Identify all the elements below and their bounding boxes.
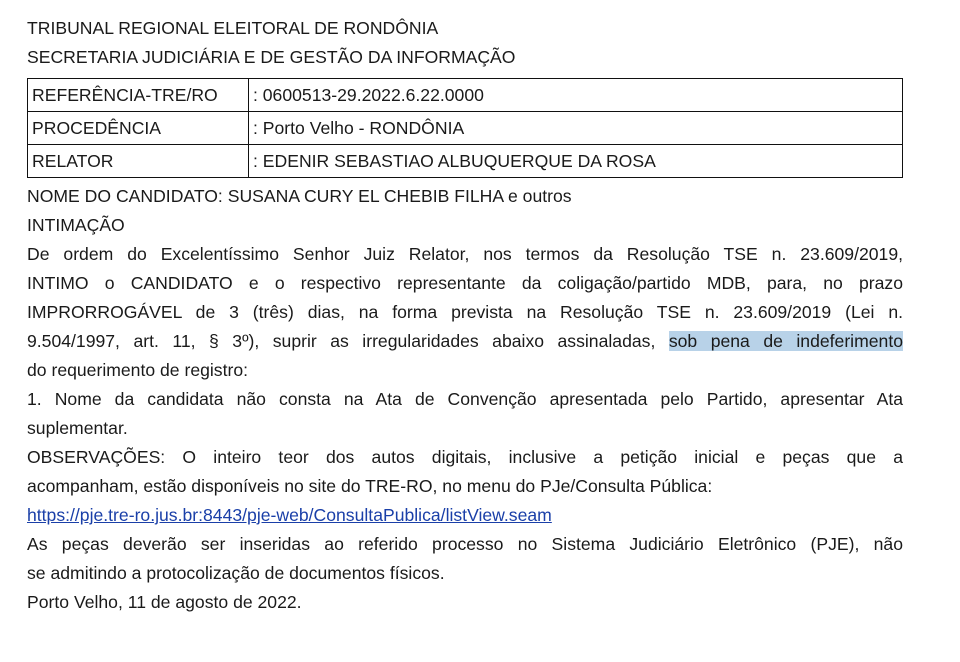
candidate-name-line: NOME DO CANDIDATO: SUSANA CURY EL CHEBIB FILHA e outros xyxy=(27,186,572,206)
paragraph-line: do requerimento de registro: xyxy=(27,360,249,380)
paragraph-line: IMPRORROGÁVEL de 3 (três) dias, na forma prevista na Resolução TSE n. 23.609/2019 (Lei n. xyxy=(27,302,903,322)
item-line: 1. Nome da candidata não consta na Ata de Convenção apresentada pelo Partido, apresentar Ata xyxy=(27,389,903,409)
item-line: suplementar. xyxy=(27,418,128,438)
court-name: TRIBUNAL REGIONAL ELEITORAL DE RONDÔNIA xyxy=(27,18,439,38)
reference-value: : 0600513-29.2022.6.22.0000 xyxy=(249,79,903,112)
highlighted-text[interactable]: sob pena de indeferimento xyxy=(668,331,903,351)
case-info-table xyxy=(27,78,903,178)
paragraph-line: De ordem do Excelentíssimo Senhor Juiz Relator, nos termos da Resolução TSE n. 23.609/2019, xyxy=(27,244,903,264)
summons-paragraph xyxy=(27,240,903,385)
observations xyxy=(27,443,903,530)
rapporteur-value: : EDENIR SEBASTIAO ALBUQUERQUE DA ROSA xyxy=(249,145,903,178)
rapporteur-label: RELATOR xyxy=(28,145,249,178)
closing-paragraph xyxy=(27,530,903,588)
closing-line: se admitindo a protocolização de documentos físicos. xyxy=(27,563,445,583)
document-type: INTIMAÇÃO xyxy=(27,215,125,235)
table-row xyxy=(28,112,903,145)
table-row xyxy=(28,145,903,178)
paragraph-line: INTIMO o CANDIDATO e o respectivo representante da coligação/partido MDB, para, no prazo xyxy=(27,273,903,293)
observation-line: OBSERVAÇÕES: O inteiro teor dos autos digitais, inclusive a petição inicial e peças que a xyxy=(27,447,903,467)
origin-label: PROCEDÊNCIA xyxy=(28,112,249,145)
observation-line: acompanham, estão disponíveis no site do TRE-RO, no menu do PJe/Consulta Pública: xyxy=(27,476,713,496)
place-and-date: Porto Velho, 11 de agosto de 2022. xyxy=(27,592,302,612)
public-consultation-link[interactable]: https://pje.tre-ro.jus.br:8443/pje-web/ConsultaPublica/listView.seam xyxy=(27,505,552,525)
department-name: SECRETARIA JUDICIÁRIA E DE GESTÃO DA INFORMAÇÃO xyxy=(27,47,516,67)
reference-label: REFERÊNCIA-TRE/RO xyxy=(28,79,249,112)
irregularity-item xyxy=(27,385,903,443)
document-page xyxy=(27,14,903,617)
paragraph-text: 9.504/1997, art. 11, § 3º), suprir as irregularidades abaixo assinaladas, xyxy=(27,331,656,351)
closing-line: As peças deverão ser inseridas ao referido processo no Sistema Judiciário Eletrônico (PJE), não xyxy=(27,534,903,554)
table-row xyxy=(28,79,903,112)
link-line xyxy=(27,501,903,530)
origin-value: : Porto Velho - RONDÔNIA xyxy=(249,112,903,145)
paragraph-line xyxy=(27,327,903,356)
